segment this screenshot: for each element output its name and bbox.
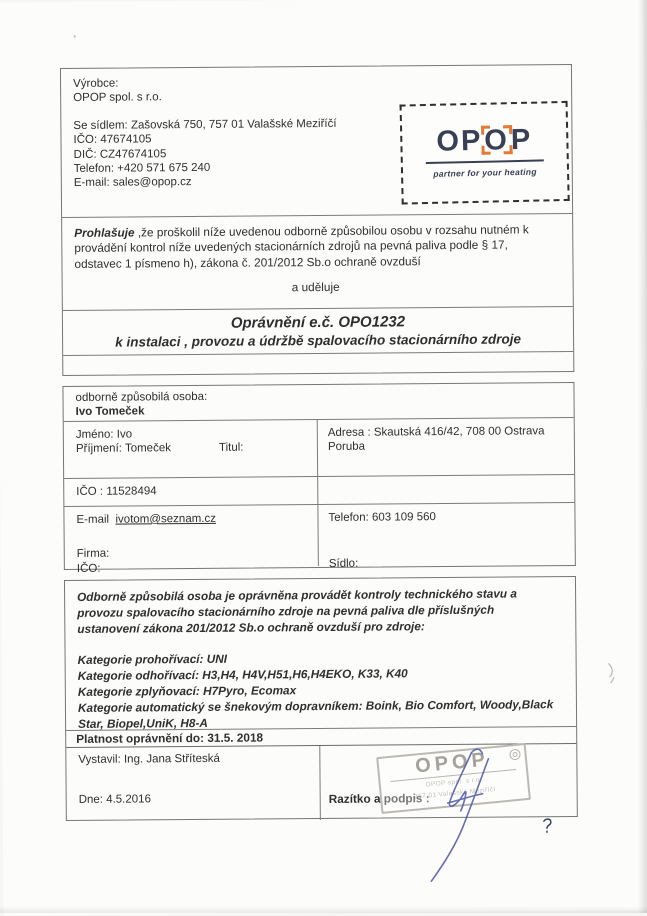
person-name-row [64,418,574,479]
grants-line: a uděluje [291,280,340,295]
issuer-cell [66,746,321,822]
issued-by: Vystavil: Ing. Jana Stříteská [78,752,220,766]
stamp-address-line: 757 01 Valašské Meziříčí [413,786,496,801]
person-contact-row [64,503,574,575]
manufacturer-ico: IČO: 47674105 [73,133,152,147]
manufacturer-label: Výrobce: [73,77,119,90]
person-phone-cell [318,503,574,571]
manufacturer-dic: DIČ: CZ47674105 [73,147,167,161]
company-label: Firma: [76,548,110,561]
authorization-title: Oprávnění e.č. OPO1232 [230,313,406,332]
stamp-wordmark: OPOP [414,748,490,778]
signature-row [66,744,577,822]
person-ico: IČO : 11528494 [76,485,157,498]
declaration-paragraph [74,222,556,272]
category-prohorivaci: Kategorie prohořívací: UNI [77,651,228,667]
scope-table [64,576,578,821]
person-email-line [76,511,311,527]
seat-label: Sídlo: [328,558,359,571]
person-ico-row [64,475,574,507]
person-ico-empty-cell [318,475,574,504]
person-ico-cell [64,477,318,506]
authorization-title-block [63,307,573,356]
person-heading-row [63,383,573,422]
logo-divider [426,159,544,164]
issue-date: Dne: 4.5.2016 [78,793,152,807]
scope-paragraph: Odborně způsobilá osoba je oprávněna provádět kontroly technického stavu a provozu spalovacího stacionárního zdroje na pevná paliva dle příslušných ustanovení zákona 201/2012 Sb.o ochraně ovzduší pro zdroje: [77,586,517,636]
person-email-label: E-mail [76,513,110,526]
person-address: Adresa : Skautská 416/42, 708 00 Ostrava Poruba [327,425,545,454]
stamp-cell [320,744,577,820]
header-table [60,64,574,376]
person-name: Ivo Tomeček [75,405,145,419]
declaration-lead: Prohlašuje [74,225,135,240]
stamp-label: Razítko a podpis : [328,791,430,806]
person-address-cell [318,418,574,476]
manufacturer-block [61,65,572,218]
person-name-cell [64,420,318,478]
person-table [62,382,575,575]
person-first-name: Jméno: Ivo [75,428,133,441]
validity-text: Platnost oprávnění do: 31.5. 2018 [76,730,264,746]
declaration-block [62,214,573,311]
person-lastname-line [76,441,311,457]
logo-text-right: P [510,123,533,156]
authorization-subtitle: k instalaci , provozu a údržbě spalovacího stacionárního zdroje [115,331,522,350]
category-zplynovaci: Kategorie zplyňovací: H7Pyro, Ecomax [77,683,297,699]
opop-logo-wordmark [436,124,532,156]
registered-mark-icon [509,749,521,761]
logo-text-o: O [484,123,510,157]
person-phone: Telefon: 603 109 560 [328,511,436,524]
category-odhorivaci: Kategorie odhořívací: H3,H4, H4V,H51,H6,H4EKO, K33, K40 [77,666,408,683]
ink-mark [542,817,554,833]
scan-edge-shadow [638,0,647,913]
declaration-body: ,že proškolil níže uvedenou odborně způsobilou osobu v rozsahu nutném k provádění kontrol níže uvedených stacionárních zdrojů na pevná paliva podle § 17, odstavec 1 písmeno h), zákona č. 201/2012 Sb.o ochraně ovzduší [74,222,529,271]
person-title-label: Titul: [218,442,244,455]
person-email-link[interactable]: ivotom@seznam.cz [115,512,217,526]
logo-crop-marks-icon [482,125,511,156]
category-automaticky: Kategorie automatický se šnekovým dopravníkem: Boink, Bio Comfort, Woody,Black Star, Biopel,UniK, H8-A [77,697,554,731]
logo-text-left: OP [436,124,483,158]
person-heading: odborně způsobilá osoba: [75,390,208,404]
scan-edge-shadow [0,906,647,913]
ink-mark [604,662,620,684]
manufacturer-phone: Telefon: +420 571 675 240 [73,161,211,175]
manufacturer-address: Se sídlem: Zašovská 750, 757 01 Valašské Meziříčí [73,117,337,132]
scan-speck [74,35,76,38]
manufacturer-name: OPOP spol. s r.o. [73,91,162,105]
person-contact-cell [64,505,318,575]
company-ico-label: IČO: [76,562,101,575]
stamp-company-line: OPOP spol. s r.o. [425,776,483,789]
opop-logo [400,101,570,205]
scope-block [65,577,576,731]
company-stamp [376,743,531,814]
person-last-name: Příjmení: Tomeček [75,442,171,456]
manufacturer-email: E-mail: sales@opop.cz [73,176,192,190]
logo-tagline: partner for your heating [433,166,537,179]
empty-row [63,352,573,375]
